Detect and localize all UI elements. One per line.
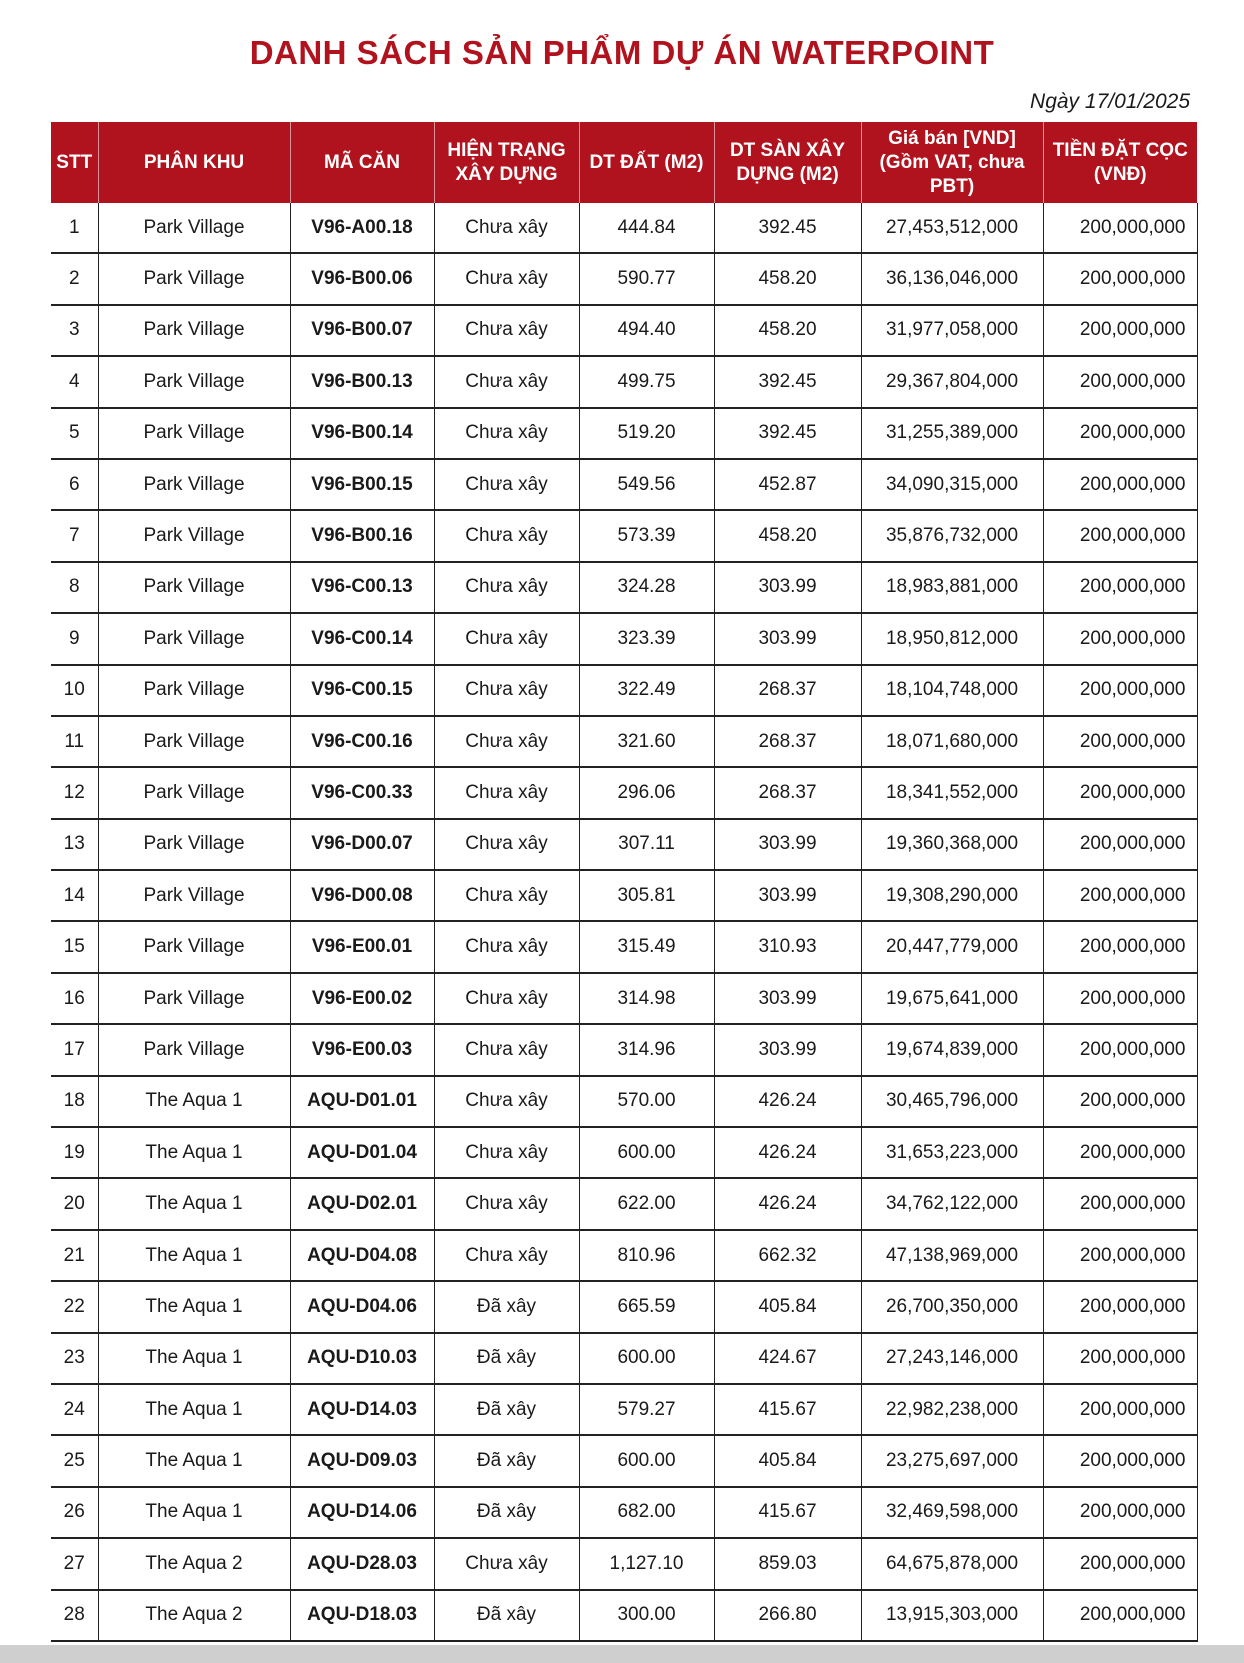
cell-dt-dat: 307.11	[579, 819, 714, 870]
cell-stt: 17	[51, 1024, 98, 1075]
header-gia-ban: Giá bán [VND] (Gồm VAT, chưa PBT)	[861, 122, 1043, 203]
cell-ma-can: V96-E00.03	[290, 1024, 434, 1075]
cell-ma-can: V96-B00.06	[290, 253, 434, 304]
cell-hien-trang: Chưa xây	[434, 665, 579, 716]
cell-tien-dat-coc: 200,000,000	[1043, 1487, 1197, 1538]
cell-phan-khu: Park Village	[98, 1024, 290, 1075]
cell-dt-dat: 600.00	[579, 1127, 714, 1178]
cell-hien-trang: Chưa xây	[434, 356, 579, 407]
cell-gia-ban: 19,360,368,000	[861, 819, 1043, 870]
cell-phan-khu: Park Village	[98, 767, 290, 818]
cell-hien-trang: Chưa xây	[434, 1178, 579, 1229]
table-row	[51, 767, 1197, 818]
cell-hien-trang: Chưa xây	[434, 716, 579, 767]
table-row	[51, 1024, 1197, 1075]
cell-stt: 22	[51, 1281, 98, 1332]
cell-phan-khu: Park Village	[98, 510, 290, 561]
cell-gia-ban: 36,136,046,000	[861, 253, 1043, 304]
cell-dt-dat: 321.60	[579, 716, 714, 767]
table-row	[51, 665, 1197, 716]
cell-dt-dat: 314.98	[579, 973, 714, 1024]
cell-dt-dat: 444.84	[579, 203, 714, 253]
cell-stt: 2	[51, 253, 98, 304]
page-date: Ngày 17/01/2025	[1030, 90, 1190, 113]
cell-dt-dat: 322.49	[579, 665, 714, 716]
table-row	[51, 1435, 1197, 1486]
cell-gia-ban: 30,465,796,000	[861, 1076, 1043, 1127]
cell-gia-ban: 20,447,779,000	[861, 921, 1043, 972]
cell-hien-trang: Chưa xây	[434, 819, 579, 870]
cell-tien-dat-coc: 200,000,000	[1043, 921, 1197, 972]
cell-tien-dat-coc: 200,000,000	[1043, 716, 1197, 767]
table-row	[51, 459, 1197, 510]
cell-dt-dat: 665.59	[579, 1281, 714, 1332]
cell-stt: 24	[51, 1384, 98, 1435]
cell-gia-ban: 18,104,748,000	[861, 665, 1043, 716]
cell-hien-trang: Chưa xây	[434, 459, 579, 510]
cell-dt-san: 424.67	[714, 1333, 861, 1384]
cell-tien-dat-coc: 200,000,000	[1043, 613, 1197, 664]
table-row	[51, 562, 1197, 613]
cell-phan-khu: Park Village	[98, 716, 290, 767]
cell-gia-ban: 31,977,058,000	[861, 305, 1043, 356]
cell-ma-can: V96-C00.16	[290, 716, 434, 767]
cell-stt: 21	[51, 1230, 98, 1281]
cell-dt-dat: 519.20	[579, 408, 714, 459]
cell-hien-trang: Chưa xây	[434, 203, 579, 253]
cell-stt: 9	[51, 613, 98, 664]
cell-gia-ban: 18,950,812,000	[861, 613, 1043, 664]
cell-gia-ban: 47,138,969,000	[861, 1230, 1043, 1281]
cell-tien-dat-coc: 200,000,000	[1043, 1178, 1197, 1229]
cell-dt-san: 405.84	[714, 1435, 861, 1486]
cell-gia-ban: 18,341,552,000	[861, 767, 1043, 818]
cell-stt: 23	[51, 1333, 98, 1384]
cell-dt-san: 392.45	[714, 203, 861, 253]
cell-dt-san: 303.99	[714, 1024, 861, 1075]
cell-phan-khu: Park Village	[98, 973, 290, 1024]
header-ma-can: MÃ CĂN	[290, 122, 434, 203]
cell-hien-trang: Đã xây	[434, 1281, 579, 1332]
cell-gia-ban: 18,983,881,000	[861, 562, 1043, 613]
cell-gia-ban: 31,255,389,000	[861, 408, 1043, 459]
cell-ma-can: AQU-D02.01	[290, 1178, 434, 1229]
table-row	[51, 305, 1197, 356]
cell-phan-khu: Park Village	[98, 305, 290, 356]
page-title: DANH SÁCH SẢN PHẨM DỰ ÁN WATERPOINT	[249, 34, 995, 71]
table-row	[51, 356, 1197, 407]
cell-phan-khu: Park Village	[98, 203, 290, 253]
cell-tien-dat-coc: 200,000,000	[1043, 1384, 1197, 1435]
cell-dt-dat: 600.00	[579, 1333, 714, 1384]
cell-stt: 7	[51, 510, 98, 561]
cell-dt-dat: 573.39	[579, 510, 714, 561]
cell-dt-san: 859.03	[714, 1538, 861, 1589]
table-header-row	[51, 122, 1197, 203]
cell-stt: 28	[51, 1590, 98, 1641]
cell-gia-ban: 13,915,303,000	[861, 1590, 1043, 1641]
header-phan-khu: PHÂN KHU	[98, 122, 290, 203]
table-row	[51, 253, 1197, 304]
cell-hien-trang: Chưa xây	[434, 1076, 579, 1127]
cell-tien-dat-coc: 200,000,000	[1043, 1538, 1197, 1589]
cell-phan-khu: The Aqua 1	[98, 1435, 290, 1486]
cell-stt: 11	[51, 716, 98, 767]
cell-gia-ban: 29,367,804,000	[861, 356, 1043, 407]
header-dt-dat: DT ĐẤT (M2)	[579, 122, 714, 203]
cell-phan-khu: The Aqua 1	[98, 1333, 290, 1384]
product-table	[51, 122, 1198, 1642]
cell-tien-dat-coc: 200,000,000	[1043, 819, 1197, 870]
table-row	[51, 921, 1197, 972]
table-row	[51, 1230, 1197, 1281]
header-hien-trang: HIỆN TRẠNG XÂY DỰNG	[434, 122, 579, 203]
cell-hien-trang: Chưa xây	[434, 1230, 579, 1281]
cell-dt-san: 458.20	[714, 305, 861, 356]
cell-dt-san: 268.37	[714, 716, 861, 767]
cell-gia-ban: 32,469,598,000	[861, 1487, 1043, 1538]
cell-ma-can: V96-D00.07	[290, 819, 434, 870]
cell-dt-san: 426.24	[714, 1076, 861, 1127]
cell-gia-ban: 19,308,290,000	[861, 870, 1043, 921]
cell-stt: 20	[51, 1178, 98, 1229]
cell-stt: 26	[51, 1487, 98, 1538]
cell-dt-san: 426.24	[714, 1127, 861, 1178]
cell-hien-trang: Chưa xây	[434, 305, 579, 356]
cell-stt: 3	[51, 305, 98, 356]
cell-phan-khu: The Aqua 1	[98, 1487, 290, 1538]
cell-stt: 15	[51, 921, 98, 972]
cell-phan-khu: The Aqua 2	[98, 1538, 290, 1589]
cell-tien-dat-coc: 200,000,000	[1043, 1230, 1197, 1281]
cell-ma-can: AQU-D01.01	[290, 1076, 434, 1127]
cell-hien-trang: Chưa xây	[434, 1538, 579, 1589]
cell-dt-dat: 300.00	[579, 1590, 714, 1641]
cell-gia-ban: 22,982,238,000	[861, 1384, 1043, 1435]
header-tien-dat-coc: TIỀN ĐẶT CỌC (VNĐ)	[1043, 122, 1197, 203]
cell-tien-dat-coc: 200,000,000	[1043, 1024, 1197, 1075]
cell-dt-dat: 315.49	[579, 921, 714, 972]
cell-gia-ban: 19,675,641,000	[861, 973, 1043, 1024]
table-row	[51, 819, 1197, 870]
table-body	[51, 203, 1197, 1641]
cell-tien-dat-coc: 200,000,000	[1043, 510, 1197, 561]
cell-dt-san: 392.45	[714, 408, 861, 459]
cell-hien-trang: Chưa xây	[434, 613, 579, 664]
cell-tien-dat-coc: 200,000,000	[1043, 1076, 1197, 1127]
cell-gia-ban: 19,674,839,000	[861, 1024, 1043, 1075]
cell-dt-dat: 590.77	[579, 253, 714, 304]
cell-dt-dat: 296.06	[579, 767, 714, 818]
cell-gia-ban: 27,243,146,000	[861, 1333, 1043, 1384]
cell-stt: 18	[51, 1076, 98, 1127]
cell-tien-dat-coc: 200,000,000	[1043, 1435, 1197, 1486]
table-row	[51, 1538, 1197, 1589]
cell-hien-trang: Đã xây	[434, 1590, 579, 1641]
cell-dt-dat: 305.81	[579, 870, 714, 921]
cell-dt-san: 452.87	[714, 459, 861, 510]
cell-ma-can: AQU-D14.03	[290, 1384, 434, 1435]
cell-dt-san: 303.99	[714, 973, 861, 1024]
table-row	[51, 203, 1197, 253]
table-row	[51, 510, 1197, 561]
cell-dt-san: 266.80	[714, 1590, 861, 1641]
cell-dt-san: 310.93	[714, 921, 861, 972]
cell-gia-ban: 35,876,732,000	[861, 510, 1043, 561]
cell-ma-can: V96-D00.08	[290, 870, 434, 921]
cell-phan-khu: The Aqua 1	[98, 1230, 290, 1281]
cell-stt: 5	[51, 408, 98, 459]
cell-tien-dat-coc: 200,000,000	[1043, 1333, 1197, 1384]
cell-dt-dat: 549.56	[579, 459, 714, 510]
cell-dt-dat: 810.96	[579, 1230, 714, 1281]
cell-dt-dat: 600.00	[579, 1435, 714, 1486]
cell-hien-trang: Chưa xây	[434, 1024, 579, 1075]
cell-ma-can: AQU-D14.06	[290, 1487, 434, 1538]
cell-stt: 19	[51, 1127, 98, 1178]
cell-hien-trang: Đã xây	[434, 1384, 579, 1435]
cell-ma-can: AQU-D04.08	[290, 1230, 434, 1281]
cell-phan-khu: The Aqua 1	[98, 1076, 290, 1127]
cell-stt: 12	[51, 767, 98, 818]
cell-dt-san: 392.45	[714, 356, 861, 407]
table-row	[51, 408, 1197, 459]
cell-dt-dat: 494.40	[579, 305, 714, 356]
cell-ma-can: V96-B00.14	[290, 408, 434, 459]
cell-dt-san: 458.20	[714, 253, 861, 304]
cell-dt-san: 458.20	[714, 510, 861, 561]
table-row	[51, 870, 1197, 921]
cell-ma-can: AQU-D04.06	[290, 1281, 434, 1332]
cell-phan-khu: Park Village	[98, 408, 290, 459]
cell-dt-dat: 570.00	[579, 1076, 714, 1127]
cell-dt-san: 415.67	[714, 1487, 861, 1538]
cell-dt-dat: 324.28	[579, 562, 714, 613]
header-stt: STT	[51, 122, 98, 203]
cell-phan-khu: The Aqua 1	[98, 1178, 290, 1229]
cell-stt: 10	[51, 665, 98, 716]
cell-stt: 16	[51, 973, 98, 1024]
cell-gia-ban: 26,700,350,000	[861, 1281, 1043, 1332]
cell-phan-khu: The Aqua 2	[98, 1590, 290, 1641]
cell-tien-dat-coc: 200,000,000	[1043, 562, 1197, 613]
cell-phan-khu: Park Village	[98, 253, 290, 304]
cell-dt-san: 303.99	[714, 562, 861, 613]
cell-stt: 14	[51, 870, 98, 921]
cell-gia-ban: 64,675,878,000	[861, 1538, 1043, 1589]
cell-dt-san: 415.67	[714, 1384, 861, 1435]
cell-ma-can: AQU-D09.03	[290, 1435, 434, 1486]
cell-dt-san: 303.99	[714, 613, 861, 664]
cell-tien-dat-coc: 200,000,000	[1043, 973, 1197, 1024]
cell-tien-dat-coc: 200,000,000	[1043, 870, 1197, 921]
cell-dt-dat: 682.00	[579, 1487, 714, 1538]
cell-dt-san: 303.99	[714, 819, 861, 870]
cell-dt-dat: 579.27	[579, 1384, 714, 1435]
cell-stt: 4	[51, 356, 98, 407]
cell-dt-dat: 1,127.10	[579, 1538, 714, 1589]
cell-tien-dat-coc: 200,000,000	[1043, 356, 1197, 407]
cell-gia-ban: 27,453,512,000	[861, 203, 1043, 253]
cell-stt: 8	[51, 562, 98, 613]
table-row	[51, 1384, 1197, 1435]
cell-tien-dat-coc: 200,000,000	[1043, 665, 1197, 716]
cell-ma-can: V96-B00.15	[290, 459, 434, 510]
cell-stt: 27	[51, 1538, 98, 1589]
cell-tien-dat-coc: 200,000,000	[1043, 408, 1197, 459]
cell-ma-can: V96-E00.01	[290, 921, 434, 972]
cell-dt-san: 268.37	[714, 665, 861, 716]
cell-stt: 1	[51, 203, 98, 253]
cell-dt-san: 268.37	[714, 767, 861, 818]
cell-phan-khu: Park Village	[98, 819, 290, 870]
cell-tien-dat-coc: 200,000,000	[1043, 305, 1197, 356]
cell-stt: 13	[51, 819, 98, 870]
cell-hien-trang: Chưa xây	[434, 870, 579, 921]
cell-gia-ban: 34,762,122,000	[861, 1178, 1043, 1229]
cell-ma-can: V96-B00.07	[290, 305, 434, 356]
table-row	[51, 1127, 1197, 1178]
cell-hien-trang: Chưa xây	[434, 253, 579, 304]
cell-tien-dat-coc: 200,000,000	[1043, 459, 1197, 510]
table-row	[51, 1281, 1197, 1332]
cell-ma-can: V96-E00.02	[290, 973, 434, 1024]
cell-ma-can: V96-A00.18	[290, 203, 434, 253]
footer-scroll-bar	[0, 1645, 1244, 1663]
cell-hien-trang: Đã xây	[434, 1333, 579, 1384]
cell-tien-dat-coc: 200,000,000	[1043, 1127, 1197, 1178]
cell-phan-khu: Park Village	[98, 356, 290, 407]
cell-gia-ban: 23,275,697,000	[861, 1435, 1043, 1486]
cell-dt-dat: 499.75	[579, 356, 714, 407]
cell-phan-khu: Park Village	[98, 921, 290, 972]
cell-ma-can: V96-B00.16	[290, 510, 434, 561]
cell-dt-san: 303.99	[714, 870, 861, 921]
cell-stt: 25	[51, 1435, 98, 1486]
cell-phan-khu: Park Village	[98, 562, 290, 613]
cell-hien-trang: Đã xây	[434, 1435, 579, 1486]
cell-dt-dat: 622.00	[579, 1178, 714, 1229]
cell-hien-trang: Chưa xây	[434, 408, 579, 459]
cell-phan-khu: Park Village	[98, 613, 290, 664]
cell-dt-dat: 323.39	[579, 613, 714, 664]
table-row	[51, 1076, 1197, 1127]
header-dt-san: DT SÀN XÂY DỰNG (M2)	[714, 122, 861, 203]
cell-ma-can: AQU-D10.03	[290, 1333, 434, 1384]
cell-gia-ban: 34,090,315,000	[861, 459, 1043, 510]
cell-tien-dat-coc: 200,000,000	[1043, 1281, 1197, 1332]
cell-ma-can: AQU-D01.04	[290, 1127, 434, 1178]
cell-gia-ban: 31,653,223,000	[861, 1127, 1043, 1178]
cell-tien-dat-coc: 200,000,000	[1043, 1590, 1197, 1641]
cell-tien-dat-coc: 200,000,000	[1043, 767, 1197, 818]
cell-hien-trang: Chưa xây	[434, 921, 579, 972]
cell-phan-khu: The Aqua 1	[98, 1281, 290, 1332]
table-row	[51, 973, 1197, 1024]
cell-stt: 6	[51, 459, 98, 510]
table-row	[51, 716, 1197, 767]
cell-gia-ban: 18,071,680,000	[861, 716, 1043, 767]
cell-ma-can: AQU-D28.03	[290, 1538, 434, 1589]
cell-ma-can: AQU-D18.03	[290, 1590, 434, 1641]
cell-ma-can: V96-C00.15	[290, 665, 434, 716]
cell-dt-san: 405.84	[714, 1281, 861, 1332]
cell-ma-can: V96-C00.33	[290, 767, 434, 818]
cell-phan-khu: The Aqua 1	[98, 1384, 290, 1435]
cell-tien-dat-coc: 200,000,000	[1043, 203, 1197, 253]
cell-phan-khu: The Aqua 1	[98, 1127, 290, 1178]
table-row	[51, 1178, 1197, 1229]
cell-ma-can: V96-C00.14	[290, 613, 434, 664]
cell-hien-trang: Chưa xây	[434, 510, 579, 561]
cell-hien-trang: Chưa xây	[434, 1127, 579, 1178]
cell-hien-trang: Chưa xây	[434, 562, 579, 613]
cell-dt-san: 662.32	[714, 1230, 861, 1281]
table-row	[51, 1487, 1197, 1538]
cell-ma-can: V96-B00.13	[290, 356, 434, 407]
cell-hien-trang: Chưa xây	[434, 973, 579, 1024]
cell-hien-trang: Chưa xây	[434, 767, 579, 818]
table-row	[51, 613, 1197, 664]
cell-tien-dat-coc: 200,000,000	[1043, 253, 1197, 304]
cell-hien-trang: Đã xây	[434, 1487, 579, 1538]
cell-phan-khu: Park Village	[98, 459, 290, 510]
table-row	[51, 1333, 1197, 1384]
cell-phan-khu: Park Village	[98, 870, 290, 921]
cell-phan-khu: Park Village	[98, 665, 290, 716]
cell-dt-dat: 314.96	[579, 1024, 714, 1075]
table-row	[51, 1590, 1197, 1641]
cell-dt-san: 426.24	[714, 1178, 861, 1229]
cell-ma-can: V96-C00.13	[290, 562, 434, 613]
